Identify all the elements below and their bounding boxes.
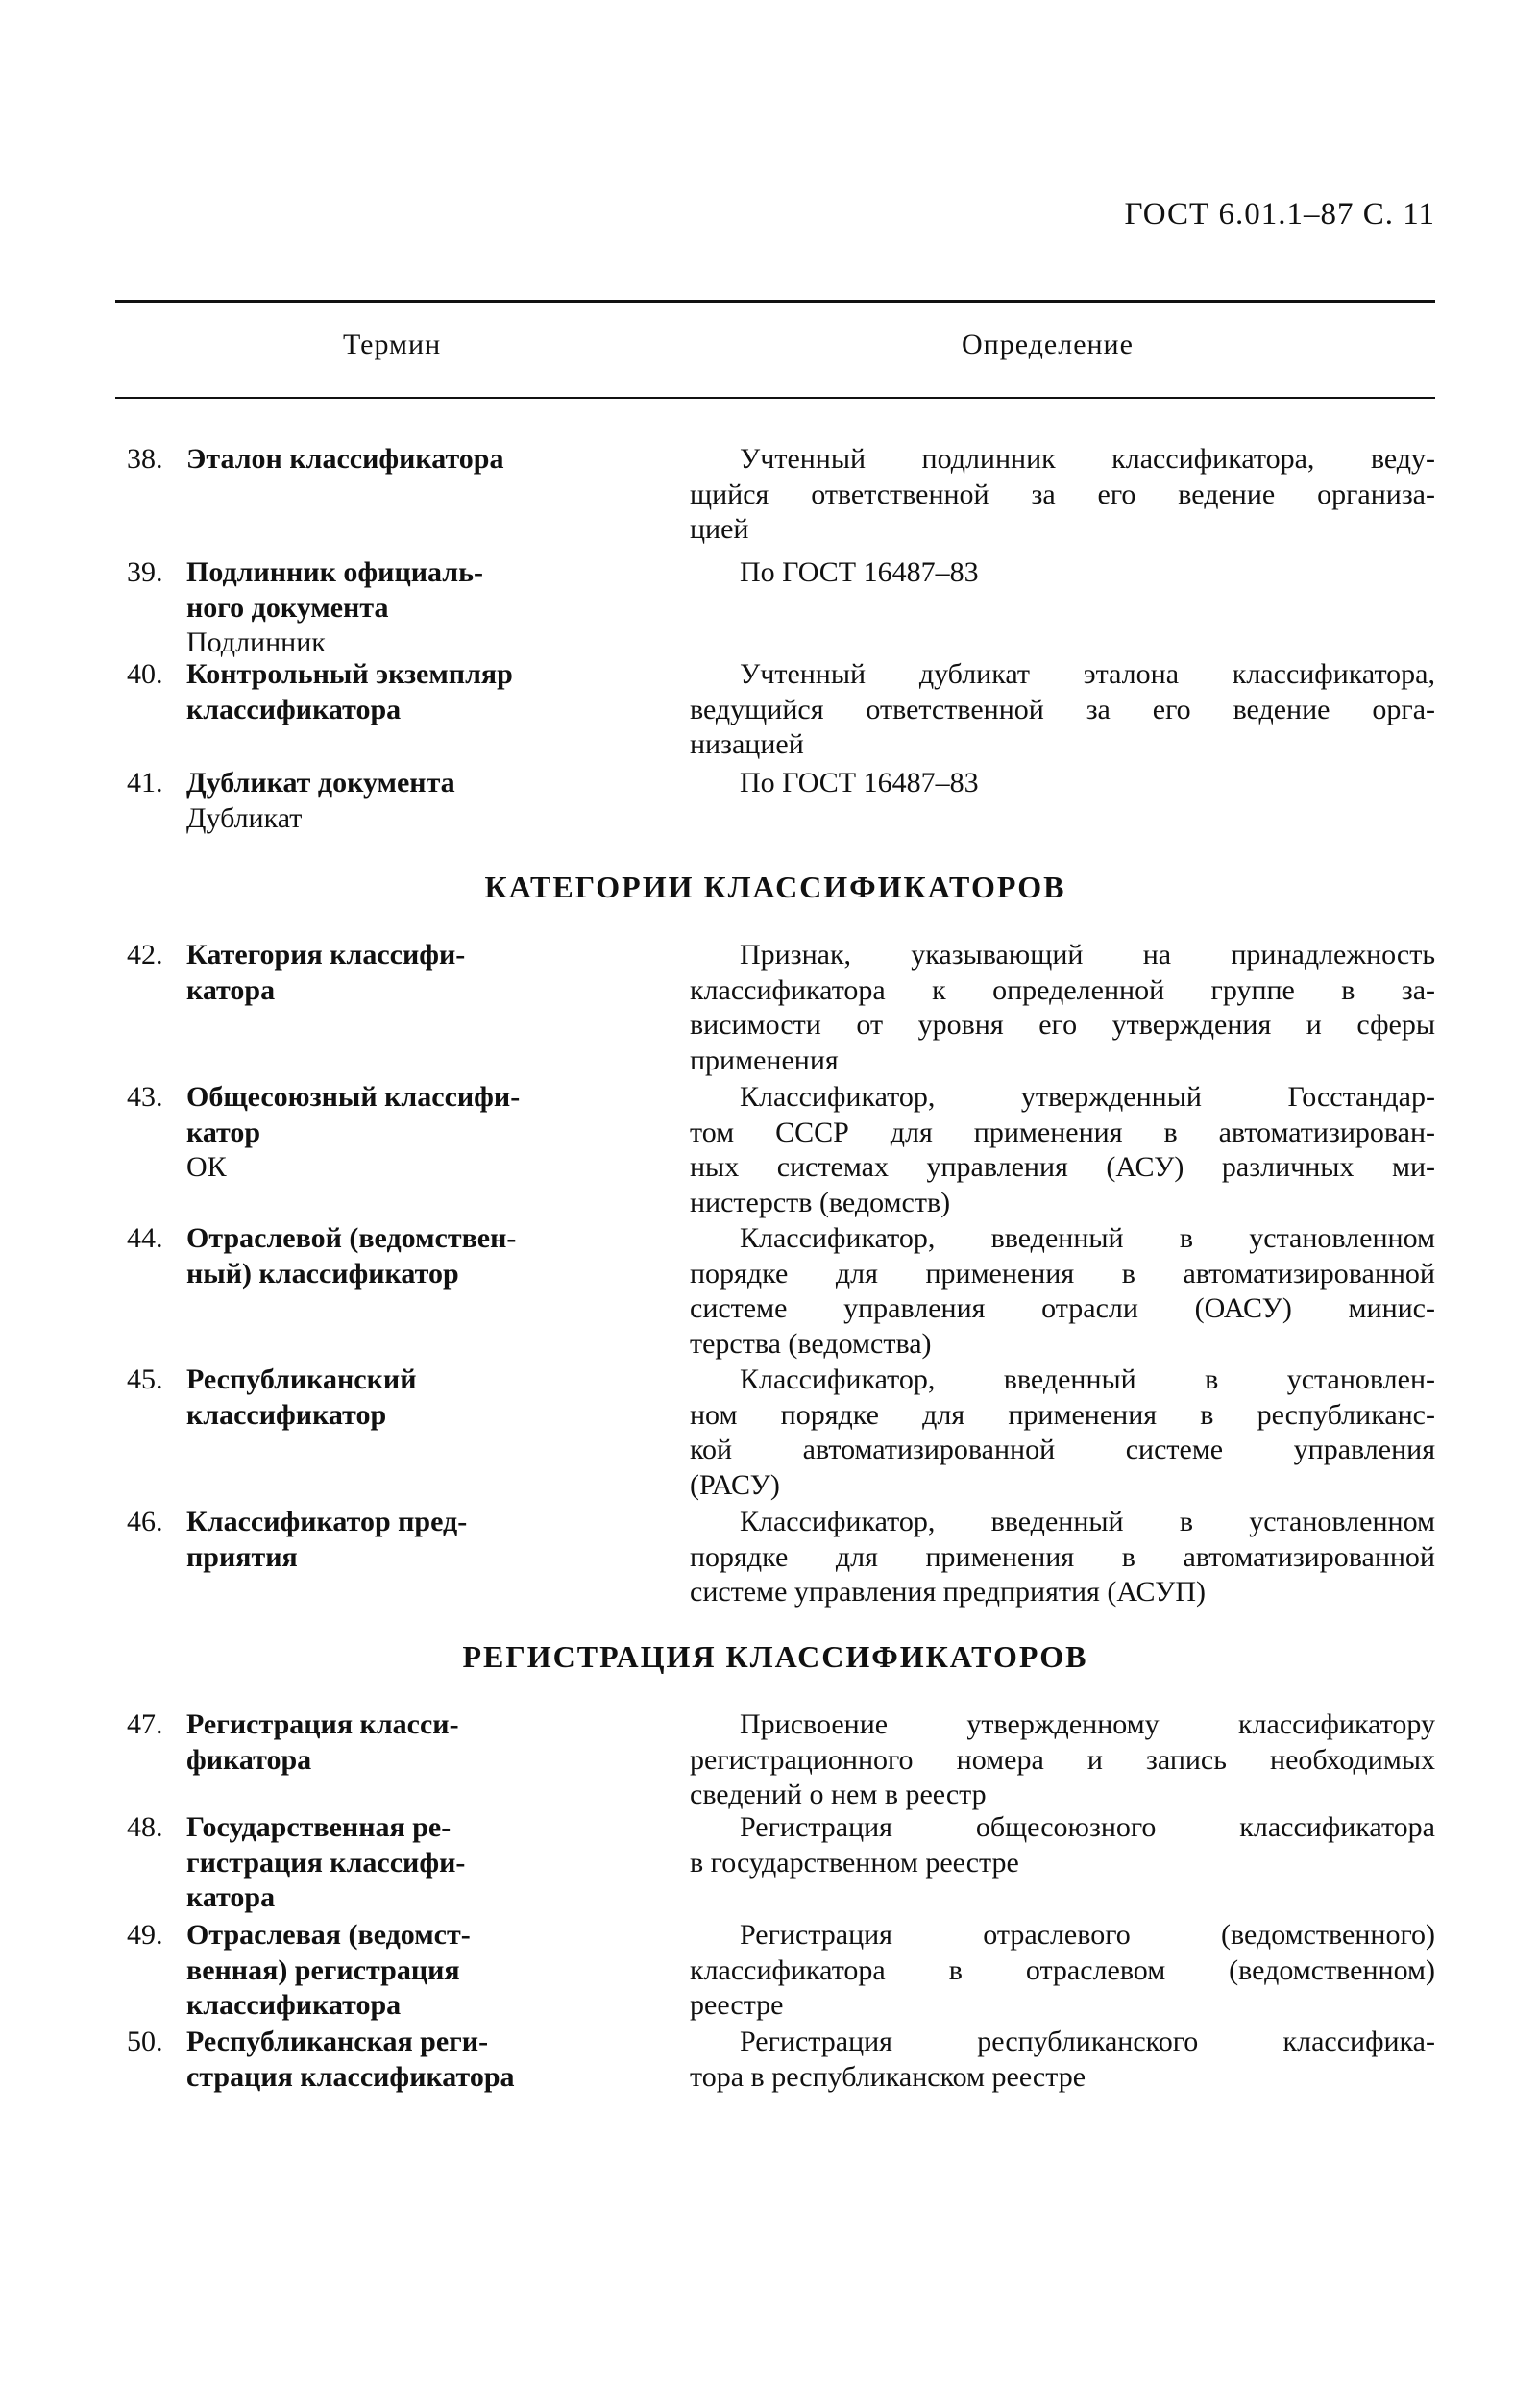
term-block [115,2025,596,2095]
term-number: 40. [127,658,163,690]
definition-line: системе управления предприятия (АСУП) [690,1576,1207,1608]
term-number: 44. [127,1222,163,1254]
definition-line: цией [690,513,749,545]
table-header-rule [115,397,1435,399]
term-text: Классификатор пред- [186,1506,468,1537]
definition-line: висимости от уровня его утверждения и сферы [690,1009,1435,1041]
column-header-term: Термин [343,329,442,360]
definition-line: ных системах управления (АСУ) различных ми- [690,1151,1435,1183]
definition-line: системе управления отрасли (ОАСУ) минис- [690,1292,1435,1324]
term-block [115,1080,596,1186]
running-head: ГОСТ 6.01.1–87 С. 11 [1124,197,1435,232]
term-text: Республиканская реги- [186,2026,489,2057]
term-text: Общесоюзный классифи- [186,1081,521,1113]
term-number: 46. [127,1506,163,1537]
term-short-form: ОК [186,1151,227,1183]
term-text: ный) классификатор [186,1257,459,1290]
term-number: 43. [127,1081,163,1113]
term-block [115,766,596,836]
term-block [115,657,596,727]
definition-line: классификатора к определенной группе в за- [690,973,1435,1006]
definition-block [690,657,1435,763]
section-heading-registration: РЕГИСТРАЦИЯ КЛАССИФИКАТОРОВ [462,1639,1088,1674]
term-text: катора [186,1881,276,1913]
definition-line: тора в республиканском реестре [690,2060,1086,2093]
definition-line: применения [690,1044,839,1076]
definition-line: Классификатор, введенный в установлен- [740,1364,1435,1395]
term-text: катора [186,973,276,1006]
definition-line: Регистрация республиканского классифика- [740,2026,1435,2057]
term-short-form: Подлинник [186,627,326,658]
definition-block [690,1505,1435,1610]
term-number: 50. [127,2026,163,2057]
term-block [115,938,596,1008]
term-block [115,1363,596,1433]
definition-line: том СССР для применения в автоматизирован- [690,1116,1435,1148]
term-text: Государственная ре- [186,1811,452,1843]
definition-line: Регистрация общесоюзного классификатора [740,1811,1435,1843]
term-short-form: Дубликат [186,801,303,834]
definition-line: ведущийся ответственной за его ведение орга- [690,693,1435,725]
term-text: страция классификатора [186,2060,515,2093]
definition-line: сведений о нем в реестр [690,1779,987,1810]
definition-line: регистрационного номера и запись необходимых [690,1743,1435,1776]
term-number: 38. [127,443,163,475]
term-block [115,442,596,478]
definition-block [690,442,1435,548]
term-text: классификатор [186,1398,387,1431]
definition-line: (РАСУ) [690,1468,780,1501]
definition-line: ном порядке для применения в республиканс- [690,1398,1435,1431]
definition-line: По ГОСТ 16487–83 [740,767,979,799]
term-text: Категория классифи- [186,939,466,971]
term-text: фикатора [186,1743,312,1776]
definition-line: низацией [690,728,804,760]
term-block [115,1505,596,1575]
definition-line: По ГОСТ 16487–83 [740,556,979,588]
term-number: 45. [127,1364,163,1395]
term-number: 48. [127,1811,163,1843]
term-number: 47. [127,1708,163,1740]
term-block [115,555,596,661]
definition-line: Классификатор, введенный в установленном [740,1222,1435,1254]
definition-line: Классификатор, введенный в установленном [740,1506,1435,1537]
definition-line: терства (ведомства) [690,1327,932,1360]
definition-line: реестре [690,1989,784,2021]
term-block [115,1918,596,2024]
definition-block [690,938,1435,1078]
definition-block [690,766,1435,801]
term-block [115,1221,596,1291]
term-text: Отраслевая (ведомст- [186,1919,471,1951]
term-number: 42. [127,939,163,971]
definition-block [690,2025,1435,2095]
term-block [115,1708,596,1778]
definition-line: классификатора в отраслевом (ведомственном) [690,1953,1435,1986]
term-text: гистрация классифи- [186,1846,466,1879]
table-top-rule [115,300,1435,303]
term-text: Дубликат документа [186,767,455,799]
term-text: Отраслевой (ведомствен- [186,1222,517,1254]
definition-line: Признак, указывающий на принадлежность [740,939,1435,971]
definition-line: в государственном реестре [690,1846,1019,1879]
definition-line: щийся ответственной за его ведение организа- [690,478,1435,510]
term-text: приятия [186,1540,298,1573]
definition-block [690,1708,1435,1813]
term-text: Республиканский [186,1364,417,1395]
definition-line: кой автоматизированной системе управления [690,1434,1435,1465]
definition-block [690,1221,1435,1362]
definition-line: Регистрация отраслевого (ведомственного) [740,1919,1435,1951]
column-header-definition: Определение [962,329,1134,360]
term-text: ного документа [186,591,389,624]
section-heading-categories: КАТЕГОРИИ КЛАССИФИКАТОРОВ [484,870,1066,904]
definition-line: порядке для применения в автоматизированной [690,1540,1435,1573]
definition-block [690,1363,1435,1503]
term-number: 39. [127,556,163,588]
term-number: 41. [127,767,163,799]
term-text: Подлинник официаль- [186,556,483,588]
term-block [115,1810,596,1916]
definition-block [690,555,1435,591]
term-number: 49. [127,1919,163,1951]
definition-line: Классификатор, утвержденный Госстандар- [740,1081,1435,1113]
definition-line: нистерств (ведомств) [690,1186,951,1218]
term-text: классификатора [186,693,402,725]
definition-line: порядке для применения в автоматизированной [690,1257,1435,1290]
definition-block [690,1080,1435,1220]
definition-block [690,1810,1435,1880]
term-text: Контрольный экземпляр [186,658,513,690]
term-text: венная) регистрация [186,1953,460,1986]
term-text: Регистрация класси- [186,1708,459,1740]
term-text: классификатора [186,1989,402,2021]
definition-line: Присвоение утвержденному классификатору [740,1708,1435,1740]
definition-line: Учтенный подлинник классификатора, веду- [740,443,1435,475]
term-text: Эталон классификатора [186,443,504,475]
definition-block [690,1918,1435,2024]
term-text: катор [186,1116,261,1148]
definition-line: Учтенный дубликат эталона классификатора, [740,658,1435,690]
